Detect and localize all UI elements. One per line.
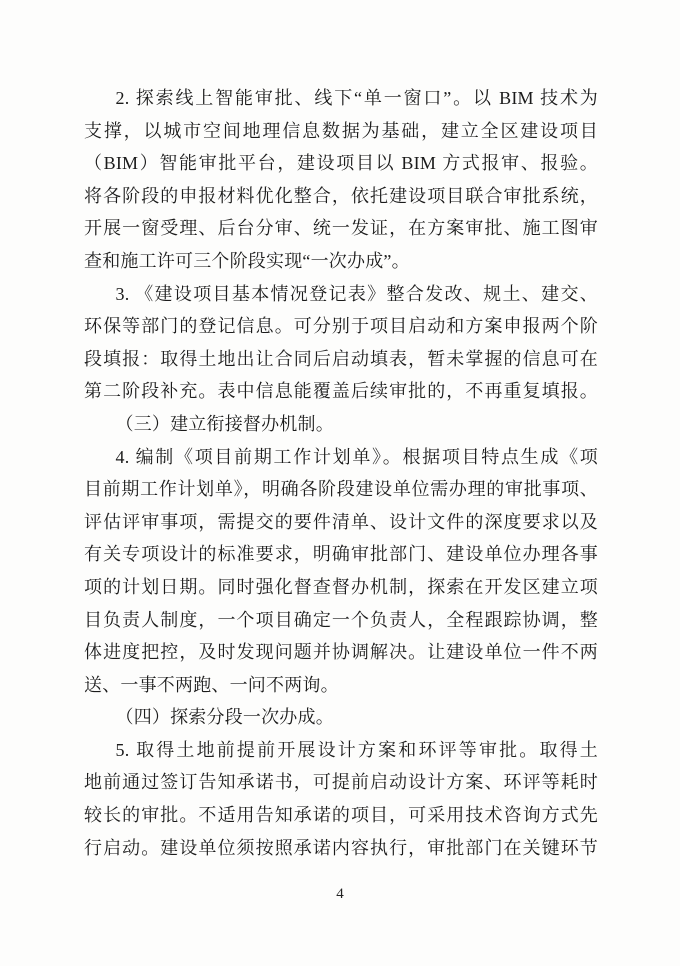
text-line: 2. 探索线上智能审批、线下“单一窗口”。以 BIM 技术为 (115, 88, 598, 108)
text-line: 送、一事不两跑、一问不两询。 (84, 674, 339, 695)
text-line: 段填报：取得土地出让合同后启动填表，暂未掌握的信息可在 (84, 348, 598, 369)
text-line: （BIM）智能审批平台，建设项目以 BIM 方式报审、报验。 (84, 153, 598, 174)
text-line: 地前通过签订告知承诺书，可提前启动设计方案、环评等耗时 (84, 772, 598, 793)
text-line: 评估评审事项，需提交的要件清单、设计文件的深度要求以及 (84, 511, 598, 532)
text-line: 较长的审批。不适用告知承诺的项目，可采用技术咨询方式先 (84, 805, 598, 826)
text-line: 目前期工作计划单》，明确各阶段建设单位需办理的审批事项、 (84, 479, 598, 500)
text-line: 第二阶段补充。表中信息能覆盖后续审批的，不再重复填报。 (84, 381, 598, 402)
text-line: （三）建立衔接督办机制。 (115, 413, 334, 434)
text-line: 开展一窗受理、后台分审、统一发证，在方案审批、施工图审 (84, 218, 598, 239)
text-line: 4. 编制《项目前期工作计划单》。根据项目特点生成《项 (115, 446, 598, 467)
text-line: 目负责人制度，一个项目确定一个负责人，全程跟踪协调，整 (84, 609, 598, 630)
text-line: 行启动。建设单位须按照承诺内容执行，审批部门在关键环节 (84, 837, 598, 858)
text-line: 体进度把控，及时发现问题并协调解决。让建设单位一件不两 (84, 642, 598, 663)
text-line: 5. 取得土地前提前开展设计方案和环评等审批。取得土 (115, 739, 598, 760)
text-block (84, 82, 598, 864)
text-line: 支撑，以城市空间地理信息数据为基础，建立全区建设项目 (84, 120, 598, 141)
text-line: 将各阶段的申报材料优化整合，依托建设项目联合审批系统， (84, 185, 598, 206)
text-line: 查和施工许可三个阶段实现“一次办成”。 (84, 250, 410, 271)
text-line: 3. 《建设项目基本情况登记表》整合发改、规土、建交、 (115, 283, 598, 304)
text-line: 有关专项设计的标准要求，明确审批部门、建设单位办理各事 (84, 544, 598, 565)
text-line: （四）探索分段一次办成。 (115, 707, 334, 728)
page-number: 4 (336, 886, 344, 902)
text-line: 环保等部门的登记信息。可分别于项目启动和方案申报两个阶 (84, 316, 598, 337)
text-line: 项的计划日期。同时强化督查督办机制，探索在开发区建立项 (84, 576, 598, 597)
